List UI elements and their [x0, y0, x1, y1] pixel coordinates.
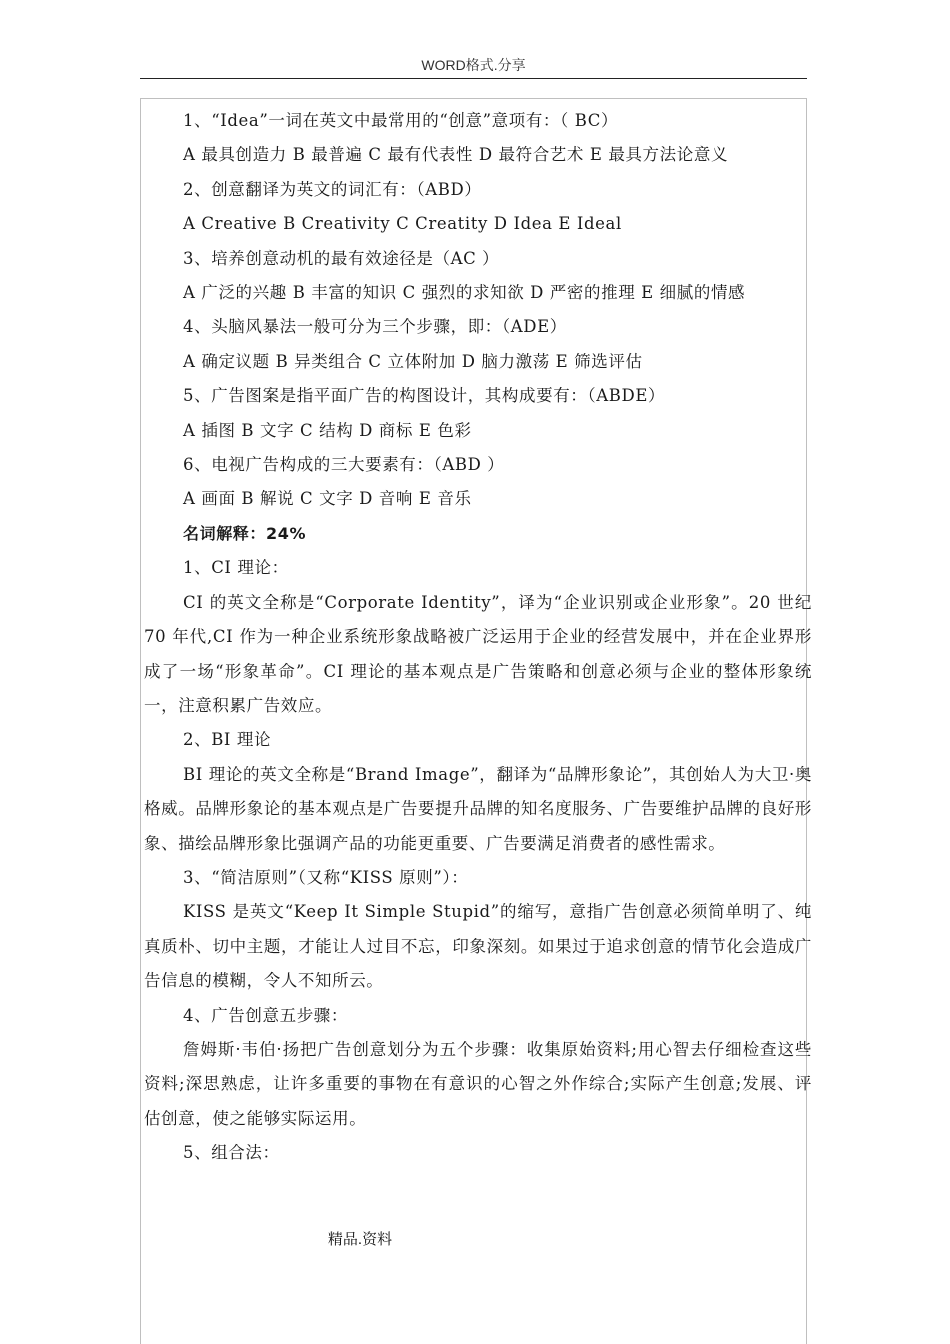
- term-title-4: 4、广告创意五步骤：: [183, 1005, 348, 1025]
- options-1: A 最具创造力 B 最普遍 C 最有代表性 D 最符合艺术 E 最具方法论意义: [183, 145, 729, 165]
- question-2: 2、创意翻译为英文的词汇有：（ABD）: [183, 179, 482, 199]
- document-body: [144, 104, 812, 1171]
- term-title-5: 5、组合法：: [183, 1143, 280, 1163]
- options-5: A 插图 B 文字 C 结构 D 商标 E 色彩: [183, 420, 472, 440]
- options-2: A Creative B Creativity C Creatity D Idea E Ideal: [183, 214, 622, 234]
- options-4: A 确定议题 B 异类组合 C 立体附加 D 脑力激荡 E 筛选评估: [183, 351, 643, 371]
- question-5: 5、广告图案是指平面广告的构图设计，其构成要有：（ABDE）: [183, 386, 666, 406]
- question-3: 3、培养创意动机的最有效途径是（AC ）: [183, 248, 500, 268]
- term-body-3: KISS 是英文“Keep It Simple Stupid”的缩写，意指广告创意必须简单明了、纯真质朴、切中主题，才能让人过目不忘，印象深刻。如果过于追求创意的情节化会造成广告信息的模糊，令人不知所云。: [144, 902, 812, 991]
- term-title-1: 1、CI 理论：: [183, 558, 289, 578]
- question-4: 4、头脑风暴法一般可分为三个步骤，即：（ADE）: [183, 317, 567, 337]
- section-title: 名词解释：24%: [183, 523, 307, 543]
- page-header: WORD格式.分享: [140, 52, 807, 79]
- term-body-1: CI 的英文全称是“Corporate Identity”，译为“企业识别或企业形象”。20 世纪 70 年代,CI 作为一种企业系统形象战略被广泛运用于企业的经营发展中，并在企业界形成了一场“形象革命”。CI 理论的基本观点是广告策略和创意必须与企业的整体形象统一，注意积累广告效应。: [144, 592, 812, 715]
- page-footer: 精品.资料: [327, 1231, 393, 1248]
- question-1: 1、“Idea”一词在英文中最常用的“创意”意项有：（ BC）: [183, 111, 619, 130]
- options-6: A 画面 B 解说 C 文字 D 音响 E 音乐: [183, 489, 472, 509]
- term-body-2: BI 理论的英文全称是“Brand Image”，翻译为“品牌形象论”，其创始人为大卫·奥格威。品牌形象论的基本观点是广告要提升品牌的知名度服务、广告要维护品牌的良好形象、描绘品牌形象比强调产品的功能更重要、广告要满足消费者的感性需求。: [144, 764, 812, 853]
- question-6: 6、电视广告构成的三大要素有：（ABD ）: [183, 455, 505, 475]
- term-title-2: 2、BI 理论: [183, 730, 272, 750]
- term-title-3: 3、“简洁原则”（又称“KISS 原则”）：: [183, 867, 469, 887]
- options-3: A 广泛的兴趣 B 丰富的知识 C 强烈的求知欲 D 严密的推理 E 细腻的情感: [183, 283, 746, 303]
- term-body-4: 詹姆斯·韦伯·扬把广告创意划分为五个步骤：收集原始资料;用心智去仔细检查这些资料;深思熟虑，让许多重要的事物在有意识的心智之外作综合;实际产生创意;发展、评估创意，使之能够实际运用。: [144, 1039, 812, 1128]
